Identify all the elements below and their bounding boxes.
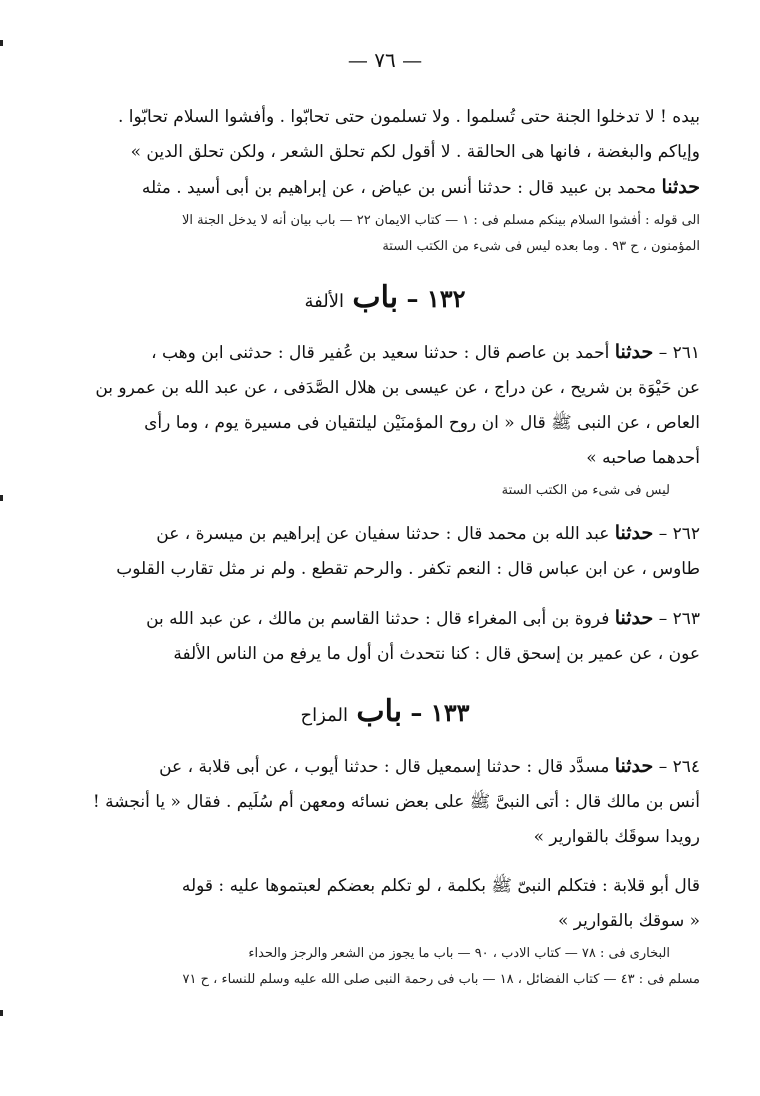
book-page [70, 40, 700, 1060]
text-line-body: فروة بن أبى المغراء قال : حدثنا القاسم بن مالك ، عن عبد الله بن [146, 609, 610, 629]
margin-mark [0, 495, 3, 501]
text-line: عن حَيْوَة بن شريح ، عن دراج ، عن عيسى بن هلال الصَّدَفى ، عن عبد الله بن عمرو بن [95, 378, 700, 398]
text-line: طاوس ، عن ابن عباس قال : النعم تكفر . والرحم تقطع . ولم نر مثل تقارب القلوب [116, 559, 700, 579]
hadith-264 [70, 749, 700, 785]
text-line-body: محمد بن عبيد قال : حدثنا أنس بن عياض ، عن إبراهيم بن أبى أسيد . مثله [141, 178, 657, 198]
text-line-body: أحمد بن عاصم قال : حدثنا سعيد بن عُفير قال : حدثنى ابن وهب ، [151, 343, 610, 363]
text-line: « سوقك بالقوارير » [557, 911, 700, 931]
footnote: ليس فى شىء من الكتب الستة [501, 483, 670, 498]
margin-mark [0, 1010, 3, 1016]
hadith-number: ٢٦٣ – [658, 609, 700, 629]
page-number: — ٧٦ — [347, 48, 423, 72]
hadith-number: ٢٦٤ – [658, 757, 700, 777]
footnote: الى قوله : أفشوا السلام بينكم مسلم فى : ١ — كتاب الايمان ٢٢ — باب بيان أنه لا يدخل الجنة الا [181, 213, 700, 228]
haddathana-mark: حدثنا [614, 341, 654, 363]
text-line: العاص ، عن النبى ﷺ قال « ان روح المؤمنَيْن ليلتقيان فى مسيرة يوم ، وما رأى [144, 413, 700, 433]
haddathana-mark: حدثنا [661, 176, 700, 198]
text-line-body: عبد الله بن محمد قال : حدثنا سفيان عن إبراهيم بن ميسرة ، عن [156, 524, 610, 544]
chapter-title: الألفة [304, 291, 345, 312]
chapter-number: ١٣٣ [430, 698, 470, 727]
margin-mark [0, 40, 3, 46]
footnote: البخارى فى : ٧٨ — كتاب الادب ، ٩٠ — باب ما يجوز من الشعر والرجز والحداء [248, 946, 670, 961]
chapter-bab: باب [356, 694, 403, 729]
hadith-262 [70, 516, 700, 552]
text-line: أحدهما صاحبه » [586, 448, 700, 468]
hadith-number: ٢٦١ – [658, 343, 700, 363]
chapter-title: المزاح [300, 705, 348, 726]
hadith-263 [70, 601, 700, 637]
chapter-heading-132: ١٣٢ – باب الألفة [304, 280, 466, 315]
footnote: مسلم فى : ٤٣ — كتاب الفضائل ، ١٨ — باب فى رحمة النبى صلى الله عليه وسلم للنساء ، ح ٧١ [182, 972, 700, 987]
text-line: بيده ! لا تدخلوا الجنة حتى تُسلموا . ولا تسلمون حتى تحابّوا . وأفشوا السلام تحابّوا . [117, 107, 700, 127]
haddathana-mark: حدثنا [614, 755, 654, 777]
text-line: قال أبو قلابة : فتكلم النبىّ ﷺ بكلمة ، لو تكلم بعضكم لعبتموها عليه : قوله [181, 876, 700, 896]
chapter-heading-133: ١٣٣ – باب المزاح [300, 694, 470, 729]
chapter-number: ١٣٢ [426, 284, 466, 313]
hadith-number: ٢٦٢ – [658, 524, 700, 544]
text-line: رويدا سوقَك بالقوارير » [533, 827, 700, 847]
footnote: المؤمنون ، ح ٩٣ . وما بعده ليس فى شىء من الكتب الستة [382, 239, 700, 254]
text-line [70, 170, 700, 206]
text-line-body: مسدَّد قال : حدثنا إسمعيل قال : حدثنا أيوب ، عن أبى قلابة ، عن [159, 757, 610, 777]
haddathana-mark: حدثنا [614, 607, 654, 629]
hadith-261 [70, 335, 700, 371]
text-line: عون ، عن عمير بن إسحق قال : كنا نتحدث أن أول ما يرفع من الناس الألفة [173, 644, 700, 664]
text-line: أنس بن مالك قال : أتى النبىَّ ﷺ على بعض نسائه ومعهن أم سُلَيم . فقال « يا أنجشة ! [92, 792, 700, 812]
chapter-bab: باب [352, 280, 399, 315]
text-line: وإياكم والبغضة ، فانها هى الحالقة . لا أقول لكم تحلق الشعر ، ولكن تحلق الدين » [130, 142, 700, 162]
haddathana-mark: حدثنا [614, 522, 654, 544]
